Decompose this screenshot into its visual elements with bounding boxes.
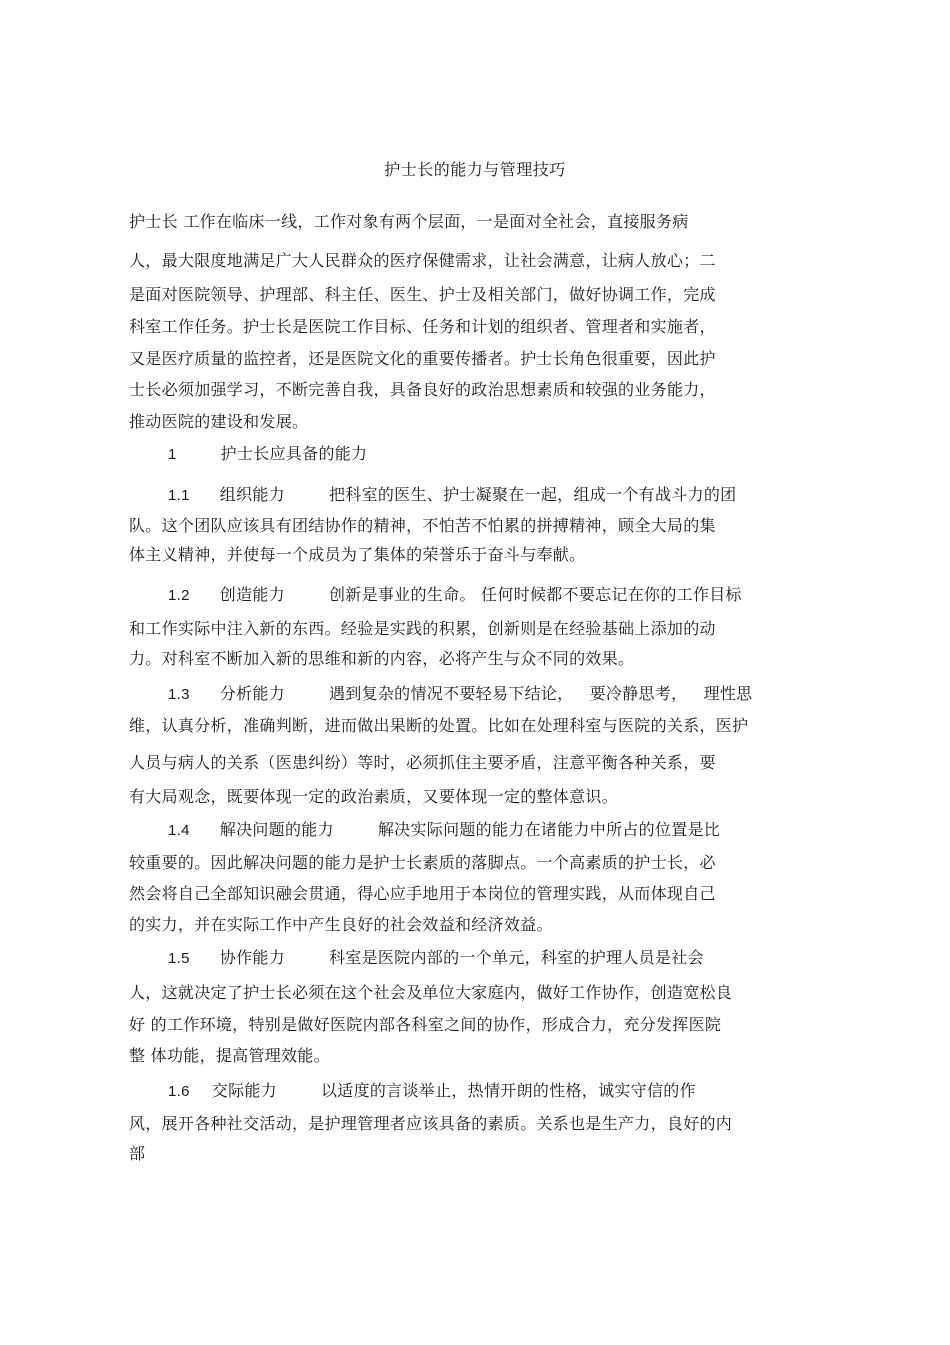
body-line: 力。对科室不断加入新的思维和新的内容，必将产生与众不同的效果。: [129, 649, 635, 668]
body-line: 体主义精神，并使每一个成员为了集体的荣誉乐于奋斗与奉献。: [129, 545, 586, 564]
subsection-name: 分析能力: [219, 684, 285, 703]
body-line: 然会将自己全部知识融会贯通，得心应手地用于本岗位的管理实践，从而体现自己: [129, 884, 716, 903]
body-line: 风，展开各种社交活动，是护理管理者应该具备的素质。关系也是生产力，良好的内: [129, 1114, 733, 1133]
subsection-first-line: [168, 585, 742, 606]
intro-line: 又是医疗质量的监控者，还是医院文化的重要传播者。护士长角色很重要，因此护: [129, 349, 716, 368]
subsection-number: 1.3: [168, 686, 190, 703]
subsection-number: 1.1: [168, 487, 190, 504]
subsection-number: 1.2: [168, 587, 190, 604]
body-line: 人，这就决定了护士长必须在这个社会及单位大家庭内，做好工作协作，创造宽松良: [129, 983, 733, 1002]
subsection-text: 以适度的言谈举止，热情开朗的性格，诚实守信的作: [320, 1081, 696, 1100]
body-line: 部: [129, 1144, 146, 1163]
body-line: 维，认真分析，准确判断，进而做出果断的处置。比如在处理科室与医院的关系，医护: [129, 716, 749, 735]
heading-number: 1: [168, 446, 177, 463]
body-line: 整 体功能，提高管理效能。: [129, 1046, 330, 1065]
subsection-number: 1.4: [168, 822, 190, 839]
subsection-first-line: [168, 684, 753, 705]
subsection-text: 解决实际问题的能力在诸能力中所占的位置是比: [377, 820, 721, 839]
subsection-name: 交际能力: [211, 1081, 277, 1100]
subsection-number: 1.5: [168, 950, 190, 967]
body-line: 有大局观念，既要体现一定的政治素质，又要体现一定的整体意识。: [129, 787, 619, 806]
intro-line: 士长必须加强学习，不断完善自我，具备良好的政治思想素质和较强的业务能力，: [129, 380, 716, 399]
intro-line: 推动医院的建设和发展。: [129, 412, 309, 431]
body-line: 队。这个团队应该具有团结协作的精神，不怕苦不怕累的拼搏精神，顾全大局的集: [129, 516, 716, 535]
section-heading: [168, 444, 367, 465]
subsection-text: 把科室的医生、护士凝聚在一起，组成一个有战斗力的团: [328, 485, 737, 504]
body-line: 好 的工作环境，特别是做好医院内部各科室之间的协作，形成合力，充分发挥医院: [129, 1015, 722, 1034]
subsection-name: 组织能力: [219, 485, 285, 504]
body-line: 和工作实际中注入新的东西。经验是实践的积累，创新则是在经验基础上添加的动: [129, 619, 716, 638]
subsection-first-line: [168, 948, 704, 969]
subsection-first-line: [168, 485, 736, 506]
intro-line: 人，最大限度地满足广大人民群众的医疗保健需求，让社会满意，让病人放心；二: [129, 251, 716, 270]
document-title: 护士长的能力与管理技巧: [384, 160, 566, 179]
intro-line: 护士长 工作在临床一线，工作对象有两个层面，一是面对全社会，直接服务病: [129, 212, 689, 231]
subsection-first-line: [168, 820, 720, 841]
intro-line: 科室工作任务。护士长是医院工作目标、任务和计划的组织者、管理者和实施者，: [129, 317, 716, 336]
subsection-first-line: [168, 1081, 696, 1102]
subsection-text: 科室是医院内部的一个单元，科室的护理人员是社会: [328, 948, 704, 967]
subsection-name: 协作能力: [219, 948, 285, 967]
body-line: 的实力，并在实际工作中产生良好的社会效益和经济效益。: [129, 915, 553, 934]
subsection-text: 创新是事业的生命。 任何时候都不要忘记在你的工作目标: [328, 585, 742, 604]
body-line: 较重要的。因此解决问题的能力是护士长素质的落脚点。一个高素质的护士长，必: [129, 853, 716, 872]
subsection-name: 创造能力: [219, 585, 285, 604]
subsection-name: 解决问题的能力: [219, 820, 334, 839]
heading-text: 护士长应具备的能力: [220, 444, 368, 463]
subsection-text: 遇到复杂的情况不要轻易下结论， 要冷静思考， 理性思: [328, 684, 753, 703]
intro-line: 是面对医院领导、护理部、科主任、医生、护士及相关部门，做好协调工作，完成: [129, 285, 716, 304]
subsection-number: 1.6: [168, 1083, 190, 1100]
body-line: 人员与病人的关系（医患纠纷）等时，必须抓住主要矛盾，注意平衡各种关系，要: [129, 753, 716, 772]
